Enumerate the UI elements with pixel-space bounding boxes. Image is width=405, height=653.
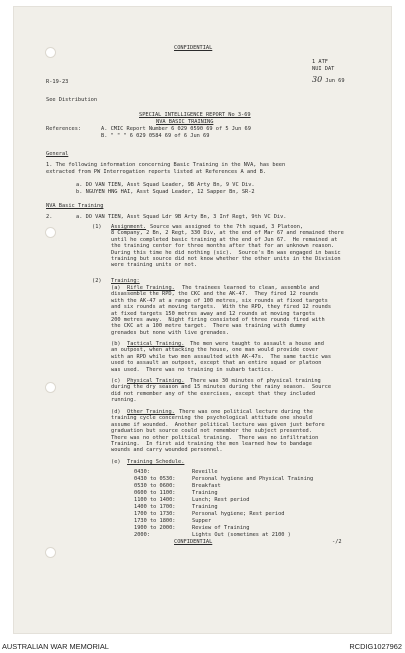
reference-b: B. " " " 6 029 0584 69 of 6 Jun 69 [101,133,210,139]
schedule-activity: Training [192,490,218,496]
schedule-time: 1700 to 1730: [134,511,176,517]
schedule-activity: Breakfast [192,483,221,489]
report-title: SPECIAL INTELLIGENCE REPORT No 3-69 [139,112,251,118]
schedule-label: Training Schedule. [127,459,185,465]
para1-line1: 1. The following information concerning Basic Training in the NVA, has been [46,162,286,168]
item-id: RCDIG1027962 [349,642,402,651]
references-label: References: [46,126,82,132]
schedule-time: 0430 to 0530: [134,476,176,482]
schedule-activity: Personal hygiene and Physical Training [192,476,314,482]
item-2-number: (2) [92,278,102,284]
date-handwritten: 30 [312,75,323,84]
para2-number: 2. [46,214,53,220]
item-1-number: (1) [92,224,102,230]
nva-heading: NVA Basic Training [46,203,104,209]
other-letter: (d) [111,409,121,415]
para1-line2: extracted from PW Interrogation reports listed at References A and B. [46,169,267,175]
document-page [13,6,392,634]
source-b: b. NGUYEN HNG HAI, Asst Squad Leader, 12 Sapper Bn, SR-2 [76,189,255,195]
schedule-letter: (e) [111,459,121,465]
schedule-time: 2000: [134,532,150,538]
schedule-activity: Supper [192,518,212,524]
addressee-location: NUI DAT [312,66,335,72]
archive-footer [0,638,405,653]
rifle-text: The trainees learned to clean, assemble and disassemble the RPD, the CKC and the AK-47. They fired 12 rounds with the AK-47 at a range of 100 metres, six rounds at fixed targets and six rounds at moving targets. With the RPD, they fired 12 rounds at fixed targets 150 metres away and 12 rounds at moving targets 200 metres away. Night firing consisted of three rounds fired with the CKC at a 100 metre target. There was training with dummy grenades but none with live grenades. [111,285,332,336]
tactical-letter: (b) [111,341,121,347]
other-text: There was one political lecture during the training cycle concerning the psychological attitude one should assume if wounded. Another political lecture was given just before graduation but source could not remember the subject presented. There was no other political training. There was no infiltration Training. In first aid training the men learned how to bandage wounds and carry wounded personnel. [111,409,325,454]
schedule-time: 0430: [134,469,150,475]
para2-heading: a. DO VAN TIEN, Asst Squad Ldr 9B Arty Bn, 3 Inf Regt, 9th VC Div. [76,214,287,220]
schedule-time: 1400 to 1700: [134,504,176,510]
assignment-label: Assignment. [111,224,147,230]
institution-name: AUSTRALIAN WAR MEMORIAL [2,642,109,651]
schedule-activity: Reveille [192,469,218,475]
schedule-activity: Lights Out (sometimes at 2100 ) [192,532,291,538]
source-a: a. DO VAN TIEN, Asst Squad Leader, 9B Arty Bn, 9 VC Div. [76,182,255,188]
classification-top: CONFIDENTIAL [174,45,213,51]
schedule-time: 1730 to 1800: [134,518,176,524]
schedule-activity: Lunch; Rest period [192,497,250,503]
physical-letter: (c) [111,378,121,384]
punch-hole [45,382,56,393]
date-month-year: Jun 69 [325,78,345,84]
classification-bottom: CONFIDENTIAL [174,539,213,545]
punch-hole [45,547,56,558]
other-label: Other Training. [127,409,175,415]
physical-text: There was 30 minutes of physical training during the dry season and 15 minutes during the rainy season. Source did not remember any of the exercises, except that they included running. [111,378,332,404]
report-subtitle: NVA BASIC TRAINING [156,119,214,125]
distribution: See Distribution [46,97,98,103]
report-date [312,77,345,84]
file-reference: R-19-23 [46,79,69,85]
schedule-time: 0530 to 0600: [134,483,176,489]
rifle-letter: (a) [111,285,121,291]
general-heading: General [46,151,69,157]
schedule-activity: Personal hygiene; Rest period [192,511,285,517]
reference-a: A. CMIC Report Number 6 029 0590 69 of 5 Jun 69 [101,126,251,132]
punch-hole [45,227,56,238]
schedule-activity: Training [192,504,218,510]
schedule-time: 0600 to 1100: [134,490,176,496]
training-label: Training: [111,278,140,284]
tactical-text: The men were taught to assault a house and an outpost, when attacking the house, one man would provide cover with an RPD while two men assaulted with AK-47s. The same tactic was used to assault an outpost, except that an entire squad or platoon was used. There was no training in subarb tactics. [111,341,332,373]
tactical-label: Tactical Training. [127,341,185,347]
addressee-unit: 1 ATF [312,59,328,65]
rifle-label: Rifle Training. [127,285,175,291]
physical-label: Physical Training. [127,378,185,384]
page-continuation: -/2 [332,539,342,545]
schedule-activity: Review of Training [192,525,250,531]
punch-hole [45,47,56,58]
schedule-time: 1900 to 2000: [134,525,176,531]
schedule-time: 1100 to 1400: [134,497,176,503]
assignment-text: Source was assigned to the 7th squad, 3 Platoon, 8 Company, 2 Bn, 2 Regt, 330 Div, at the end of Mar 67 and remained there until he completed basic training at the end of Jun 67. He remained at the training center for three months after that for an unknown reason. During this time he did nothing (sic). Source's Bn was engaged in basic training but source did not know whether the other units in the Division were training units or not. [111,224,344,269]
